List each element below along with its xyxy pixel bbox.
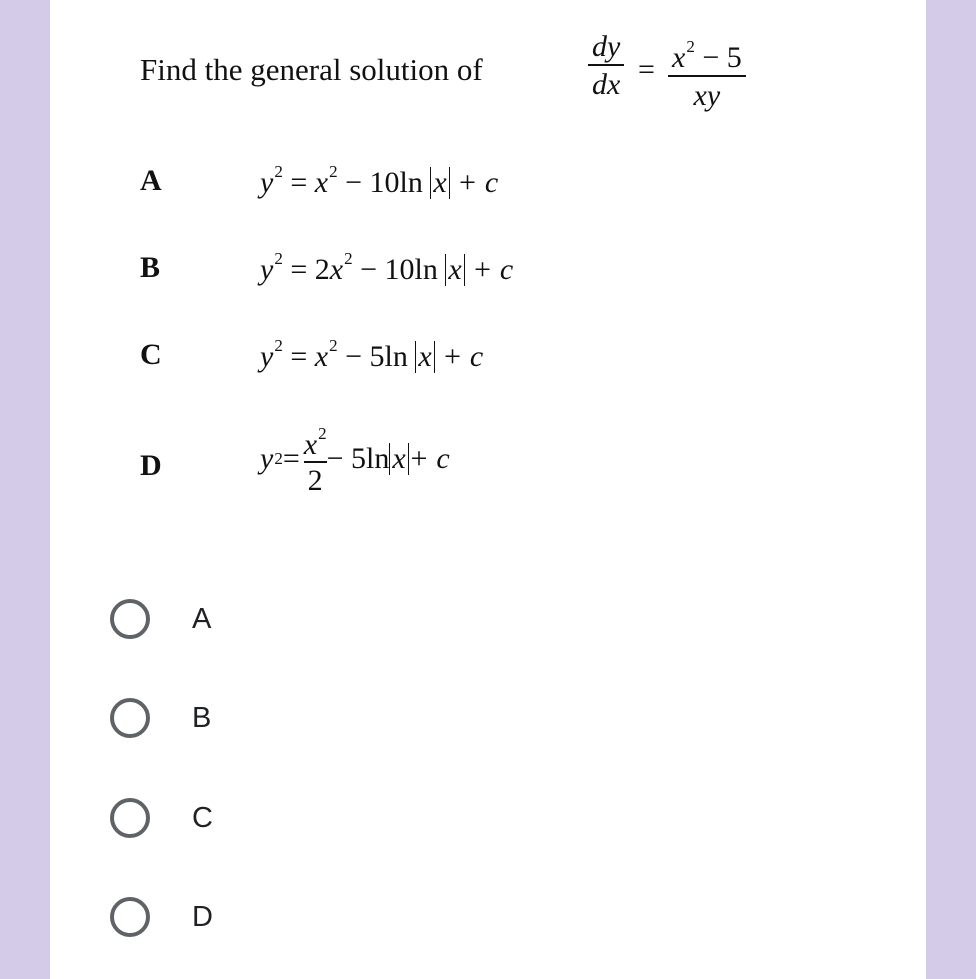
choice-label-c: C (192, 801, 213, 834)
question-text: Find the general solution of (140, 52, 483, 87)
option-expression-a: $y^2 = x^2 - 10\ln$ x + c (260, 162, 499, 199)
option-letter-d: D (140, 449, 162, 482)
rhs-fraction (668, 30, 746, 115)
radio-button-b[interactable] (110, 698, 150, 738)
option-letter-b: B (140, 251, 161, 284)
question-card (50, 0, 926, 979)
abs-value: x (445, 254, 464, 286)
radio-button-d[interactable] (110, 897, 150, 937)
choice-label-a: A (192, 602, 212, 635)
lhs-numerator: dy (592, 30, 621, 63)
rhs-numerator-exp: 2 (686, 37, 695, 56)
option-letter-a: A (140, 164, 162, 197)
dy-dx-fraction (588, 30, 624, 104)
radio-button-c[interactable] (110, 798, 150, 838)
choice-b[interactable] (110, 693, 211, 743)
option-expression-d: y 2 = $x^2$ 2 − 5ln x + c (260, 418, 450, 499)
rhs-denominator: xy (693, 79, 721, 112)
rhs-numerator-rest: − 5 (694, 41, 742, 74)
choice-a[interactable] (110, 594, 211, 644)
abs-value: x (415, 341, 434, 373)
lhs-denominator: dx (592, 68, 621, 101)
option-expression-c: $y^2 = x^2 - 5\ln$ x + c (260, 336, 484, 373)
choice-d[interactable] (110, 892, 213, 942)
option-letter-c: C (140, 338, 162, 371)
rhs-numerator-base: x (672, 41, 686, 74)
choice-label-d: D (192, 900, 213, 933)
abs-value: x (430, 167, 449, 199)
choice-label-b: B (192, 701, 212, 734)
question-equals: = (638, 53, 655, 86)
option-expression-b: $y^2 = 2x^2 - 10\ln$ x + c (260, 249, 514, 286)
choice-c[interactable] (110, 793, 213, 843)
abs-value: x (389, 443, 408, 475)
radio-button-a[interactable] (110, 599, 150, 639)
option-d-fraction: $x^2$ 2 (303, 424, 327, 497)
